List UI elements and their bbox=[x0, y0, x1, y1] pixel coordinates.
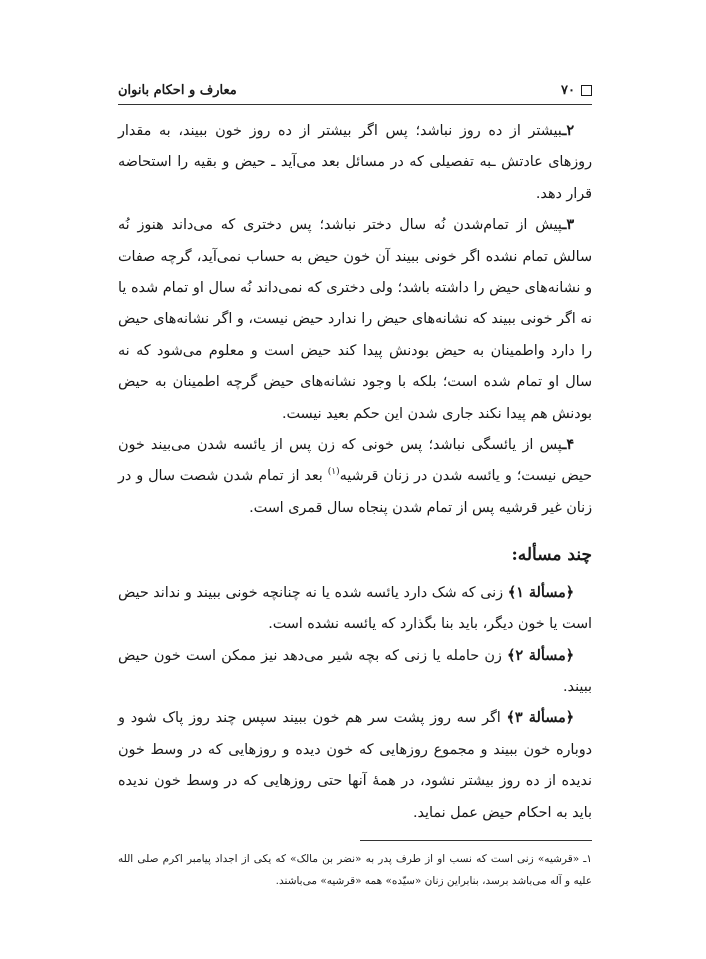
masala-text: اگر سه روز پشت سر هم خون ببیند سپس چند روز پاک شود و دوباره خون ببیند و مجموع روزهایی که خون دیده و روزهایی که در وسط خون ندیده از ده روز بیشتر نشود، در همهٔ آنها حتی روزهایی که در وسط خون ندیده باید به احکام حیض عمل نماید. bbox=[118, 710, 592, 821]
footnote-rule bbox=[360, 840, 592, 841]
item-number: ۳ـ bbox=[562, 217, 574, 234]
paragraph-condition-4 bbox=[118, 430, 592, 524]
paragraph-text: بیشتر از ده روز نباشد؛ پس اگر بیشتر از ده روز خون ببیند، به مقدار روزهای عادتش ـبه تفصیلی که در مسائل بعد می‌آید ـ حیض و بقیه را استحاضه قرار دهد. bbox=[118, 123, 592, 202]
masala-text: زن حامله یا زنی که بچه شیر می‌دهد نیز ممکن است خون حیض ببیند. bbox=[118, 647, 592, 695]
paragraph-condition-2 bbox=[118, 116, 592, 210]
page-number: ٧٠ bbox=[561, 82, 575, 98]
page-number-block bbox=[561, 83, 592, 98]
square-ornament-icon bbox=[581, 85, 592, 96]
masala-label: ﴿مسألة ۳﴾ bbox=[506, 710, 574, 727]
footnote: ۱ـ «قرشیه» زنی است که نسب او از طرف پدر به «نضر بن مالک» که یکی از اجداد پیامبر اکرم صلی الله علیه و آله می‌باشد برسد، بنابراین زنان «سیّده» همه «قرشیه» می‌باشند. bbox=[118, 853, 592, 887]
item-number: ۴ـ bbox=[562, 437, 574, 454]
masala-label: ﴿مسألة ۱﴾ bbox=[507, 584, 575, 601]
running-title: معارف و احکام بانوان bbox=[118, 82, 237, 98]
masala-label: ﴿مسألة ۲﴾ bbox=[507, 647, 574, 664]
paragraph-text: پس از یائسگی نباشد؛ پس خونی که زن پس از یائسه شدن می‌بیند خون حیض نیست؛ و یائسه شدن در زنان قرشیه bbox=[118, 437, 592, 485]
section-heading: چند مسأله: bbox=[511, 545, 592, 566]
masala-3 bbox=[118, 703, 592, 829]
paragraph-text: بعد از تمام شدن شصت سال و در زنان غیر قرشیه پس از تمام شدن پنجاه سال قمری است. bbox=[118, 468, 592, 516]
masala-1 bbox=[118, 578, 592, 641]
page-header bbox=[118, 78, 592, 102]
paragraph-text: پیش از تمام‌شدن نُه سال دختر نباشد؛ پس دختری که می‌داند هنوز نُه سالش تمام نشده اگر خونی ببیند آن خون حیض به حساب نمی‌آید، گرچه صفات و نشانه‌های حیض را داشته باشد؛ ولی دختری که نمی‌داند نُه سال او تمام شده یا نه اگر خونی ببیند که نشانه‌های حیض را ندارد حیض نیست، و اگر نشانه‌های حیض را دارد واطمینان به حیض بودنش پیدا کند حیض است و معلوم می‌شود که نه سال او تمام شده است؛ بلکه با وجود نشانه‌های حیض گرچه اطمینان به حیض بودنش هم پیدا نکند جاری شدن این حکم بعید نیست. bbox=[118, 217, 592, 422]
header-rule bbox=[118, 104, 592, 105]
masala-text: زنی که شک دارد یائسه شده یا نه چنانچه خونی ببیند و نداند حیض است یا خون دیگر، باید بنا بگذارد که یائسه نشده است. bbox=[118, 584, 592, 633]
masala-2 bbox=[118, 641, 592, 704]
footnote-reference[interactable]: (۱) bbox=[327, 467, 340, 478]
item-number: ۲ـ bbox=[562, 123, 574, 139]
paragraph-condition-3 bbox=[118, 210, 592, 430]
main-text bbox=[118, 116, 592, 829]
